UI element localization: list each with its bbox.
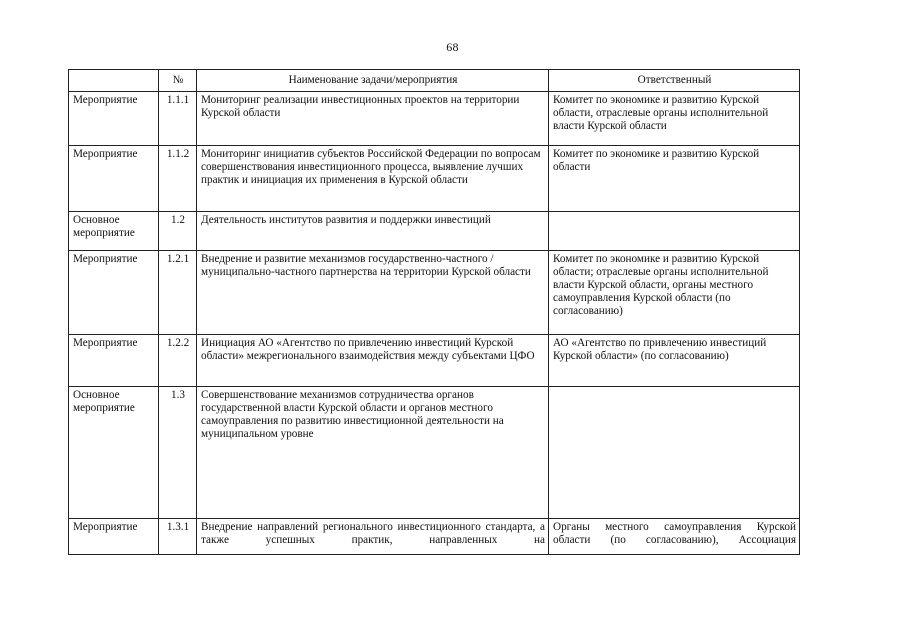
row-responsible: АО «Агентство по привлечению инвестиций Курской области» (по согласованию) [549,335,800,387]
table-header-row [69,70,800,92]
row-type: Мероприятие [69,146,159,212]
row-responsible: Комитет по экономике и развитию Курской области; отраслевые органы исполнительной власти Курской области, органы местного самоуправления Курской области (по согласованию) [549,251,800,335]
row-task: Внедрение направлений регионального инвестиционного стандарта, а также успешных практик, направленных на [197,519,549,555]
row-type: Мероприятие [69,335,159,387]
row-number: 1.2.2 [159,335,197,387]
row-task: Мониторинг инициатив субъектов Российской Федерации по вопросам совершенствования инвестиционного процесса, выявление лучших практик и инициация их применения в Курской области [197,146,549,212]
row-type: Мероприятие [69,519,159,555]
table-row [69,146,800,212]
row-responsible: Комитет по экономике и развитию Курской области [549,146,800,212]
activities-table [68,69,800,555]
row-responsible: Комитет по экономике и развитию Курской области, отраслевые органы исполнительной власти Курской области [549,92,800,146]
row-number: 1.3 [159,387,197,519]
row-task: Инициация АО «Агентство по привлечению инвестиций Курской области» межрегионального взаимодействия между субъектами ЦФО [197,335,549,387]
row-type: Мероприятие [69,251,159,335]
table-row [69,251,800,335]
row-number: 1.3.1 [159,519,197,555]
row-task: Совершенствование механизмов сотрудничества органов государственной власти Курской области и органов местного самоуправления по развитию инвестиционной деятельности на муниципальном уровне [197,387,549,519]
row-responsible: Органы местного самоуправления Курской области (по согласованию), Ассоциация [549,519,800,555]
row-number: 1.1.2 [159,146,197,212]
row-number: 1.2.1 [159,251,197,335]
table-row [69,212,800,251]
page-number: 68 [446,40,459,54]
row-responsible [549,212,800,251]
header-type [69,70,159,92]
row-number: 1.1.1 [159,92,197,146]
row-task: Внедрение и развитие механизмов государственно-частного / муниципально-частного партнерства на территории Курской области [197,251,549,335]
header-task: Наименование задачи/мероприятия [197,70,549,92]
header-number: № [159,70,197,92]
header-responsible: Ответственный [549,70,800,92]
table-row [69,335,800,387]
row-type: Мероприятие [69,92,159,146]
row-type: Основное мероприятие [69,387,159,519]
row-task: Деятельность институтов развития и поддержки инвестиций [197,212,549,251]
table-row [69,387,800,519]
table-row [69,519,800,555]
row-type: Основное мероприятие [69,212,159,251]
table-row [69,92,800,146]
row-responsible [549,387,800,519]
row-task: Мониторинг реализации инвестиционных проектов на территории Курской области [197,92,549,146]
row-number: 1.2 [159,212,197,251]
